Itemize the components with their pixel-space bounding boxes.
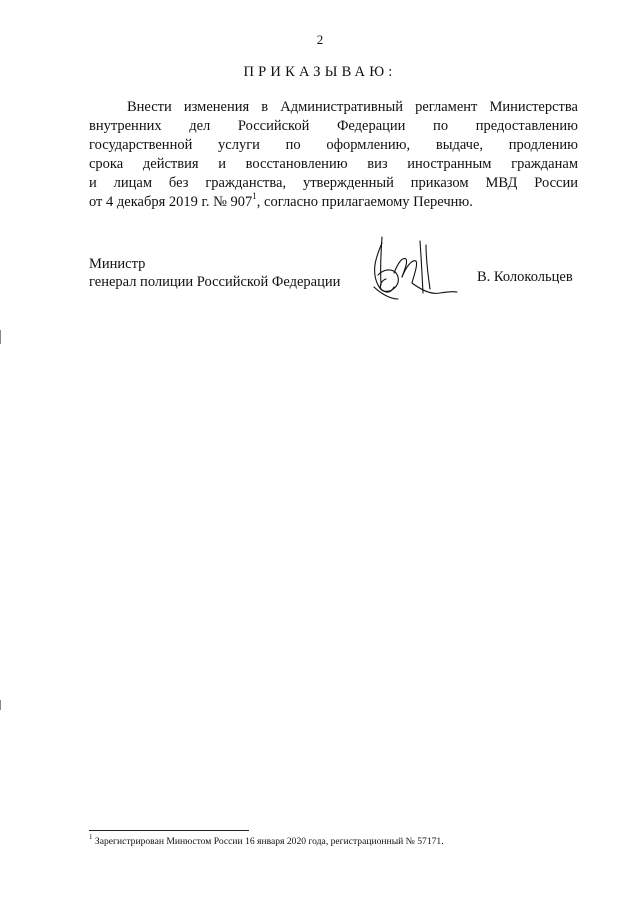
footnote-text: Зарегистрирован Минюстом России 16 января 2020 года, регистрационный № 57171. — [92, 836, 444, 847]
footnote-reference: 1 — [252, 191, 257, 202]
order-body-line: Внести изменения в Административный регламент Министерства — [127, 99, 578, 115]
order-body — [89, 98, 578, 212]
order-body-line: срока действия и восстановлению виз иностранным гражданам — [89, 156, 578, 172]
order-body-line: государственной услуги по оформлению, выдаче, продлению — [89, 137, 578, 153]
minister-name: В. Колокольцев — [477, 269, 573, 285]
order-date-reference: от 4 декабря 2019 г. № 907 — [89, 194, 253, 210]
footnote-marker: 1 — [89, 832, 93, 841]
footnote-divider — [89, 830, 249, 831]
order-closing-text: , согласно прилагаемому Перечню. — [256, 194, 473, 210]
minister-title: Министр — [89, 256, 146, 272]
footnote — [89, 832, 444, 848]
order-body-line: внутренних дел Российской Федерации по предоставлению — [89, 118, 578, 134]
minister-rank: генерал полиции Российской Федерации — [89, 274, 341, 290]
page-number: 2 — [316, 32, 324, 47]
scan-edge-mark — [0, 700, 1, 710]
order-heading: ПРИКАЗЫВАЮ: — [243, 64, 397, 80]
handwritten-signature-icon — [368, 233, 460, 305]
scan-edge-mark — [0, 330, 1, 344]
order-body-line-last — [89, 193, 578, 212]
order-body-line: и лицам без гражданства, утвержденный приказом МВД России — [89, 175, 578, 191]
